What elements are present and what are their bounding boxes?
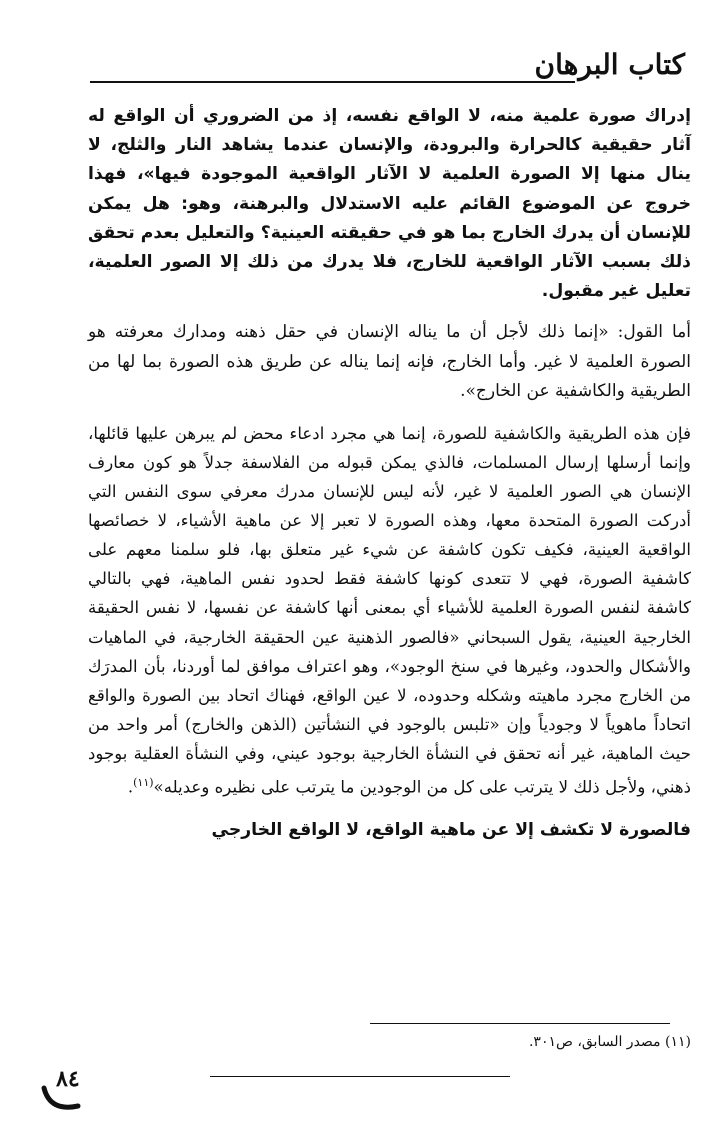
footnote-reference: (١١)	[133, 776, 154, 790]
footnote: (١١) مصدر السابق، ص٣٠١.	[528, 1034, 691, 1050]
page-number: ٨٤	[56, 1066, 80, 1092]
footer-rule	[210, 1076, 510, 1077]
paragraph-2: أما القول: «إنما ذلك لأجل أن ما يناله الإنسان في حقل ذهنه ومدارك معرفته هو الصورة العلمية لا غير. وأما الخارج، فإنه إنما يناله عن طريق هذه الصورة بما لها من الطريقية والكاشفية عن الخارج».	[88, 322, 691, 402]
paragraph-4: فالصورة لا تكشف إلا عن ماهية الواقع، لا الواقع الخارجي	[211, 819, 691, 840]
page-header	[90, 48, 685, 88]
book-title-logo: كتاب البرهان	[534, 48, 685, 81]
footnote-rule	[370, 1023, 670, 1024]
paragraph-1: إدراك صورة علمية منه، لا الواقع نفسه، إذ من الضروري أن الواقع له آثار حقيقية كالحرارة والبرودة، والإنسان عندما يشاهد النار والثلج، لا ينال منها إلا الصورة العلمية لا الآثار الواقعية الموجودة فيها»، فهذا خروج عن الموضوع القائم عليه الاستدلال والبرهنة، وهو: هل يمكن للإنسان أن يدرك الخارج بما هو في حقيقته العينية؟ والتعليل بعدم تحقق ذلك بسبب الآثار الواقعية للخارج، فلا يدرك من ذلك إلا الصور العلمية، تعليل غير مقبول.	[88, 106, 691, 302]
main-text	[88, 102, 691, 857]
header-rule	[90, 81, 575, 83]
paragraph-3-text: فإن هذه الطريقية والكاشفية للصورة، إنما هي مجرد ادعاء محض لم يبرهن عليها قائلها، وإنما أرسلها إرسال المسلمات، فالذي يمكن قبوله من الفلاسفة جدلاً هو كون معارف الإنسان هي الصور العلمية لا غير، لأنه ليس للإنسان مدرك معرفي سوى النفس التي أدركت الصورة المتحدة معها، وهذه الصورة لا تعبر إلا عن ماهية الأشياء، لا خصائصها الواقعية العينية، فكيف تكون كاشفة عن شيء غير متعلق بها، فلو سلمنا معهم على كاشفية الصورة، فهي لا تتعدى كونها كاشفة فقط لحدود نفس الماهية، فهي بالتالي كاشفة لنفس الصورة العلمية للأشياء أي بمعنى أنها كاشفة عن نفسها، لا نفس الحقيقة الخارجية العينية، يقول السبحاني «فالصور الذهنية عين الحقيقة الخارجية، في الماهيات والأشكال والحدود، وغيرها في سنخ الوجود»، وهو اعتراف موافق لما أوردنا، بأن المدرَك من الخارج مجرد ماهيته وشكله وحدوده، لا عين الواقع، فهناك اتحاد بين الصورة والواقع اتحاداً ماهوياً لا وجودياً وإن «تلبس بالوجود في النشأتين (الذهن والخارج) أمر واحد من حيث الماهية، غير أنه تحقق في النشأة الخارجية بوجود عيني، وفي النشأة العقلية بوجود ذهني، ولأجل ذلك لا يترتب على كل من الوجودين ما يترتب على نظيره وعديله»	[88, 423, 691, 797]
paragraph-3: فإن هذه الطريقية والكاشفية للصورة، إنما هي مجرد ادعاء محض لم يبرهن عليها قائلها، وإنما أرسلها إرسال المسلمات، فالذي يمكن قبوله من الفلاسفة جدلاً هو كون معارف الإنسان هي الصور العلمية لا غير، لأنه ليس للإنسان مدرك معرفي سوى النفس التي أدركت الصورة المتحدة معها، وهذه الصورة لا تعبر إلا عن ماهية الأشياء، لا خصائصها الواقعية العينية، فكيف تكون كاشفة عن شيء غير متعلق بها، فلو سلمنا معهم على كاشفية الصورة، فهي لا تتعدى كونها كاشفة فقط لحدود نفس الماهية، فهي بالتالي كاشفة لنفس الصورة العلمية للأشياء أي بمعنى أنها كاشفة عن نفسها، لا نفس الحقيقة الخارجية العينية، يقول السبحاني «فالصور الذهنية عين الحقيقة الخارجية، في الماهيات والأشكال والحدود، وغيرها في سنخ الوجود»، وهو اعتراف موافق لما أوردنا، بأن المدرَك من الخارج مجرد ماهيته وشكله وحدوده، لا عين الواقع، فهناك اتحاد بين الصورة والواقع اتحاداً ماهوياً لا وجودياً وإن «تلبس بالوجود في النشأتين (الذهن والخارج) أمر واحد من حيث الماهية، غير أنه تحقق في النشأة الخارجية بوجود عيني، وفي النشأة العقلية بوجود ذهني، ولأجل ذلك لا يترتب على كل من الوجودين ما يترتب على نظيره وعديله»$^{(١١)}$.	[88, 423, 691, 797]
